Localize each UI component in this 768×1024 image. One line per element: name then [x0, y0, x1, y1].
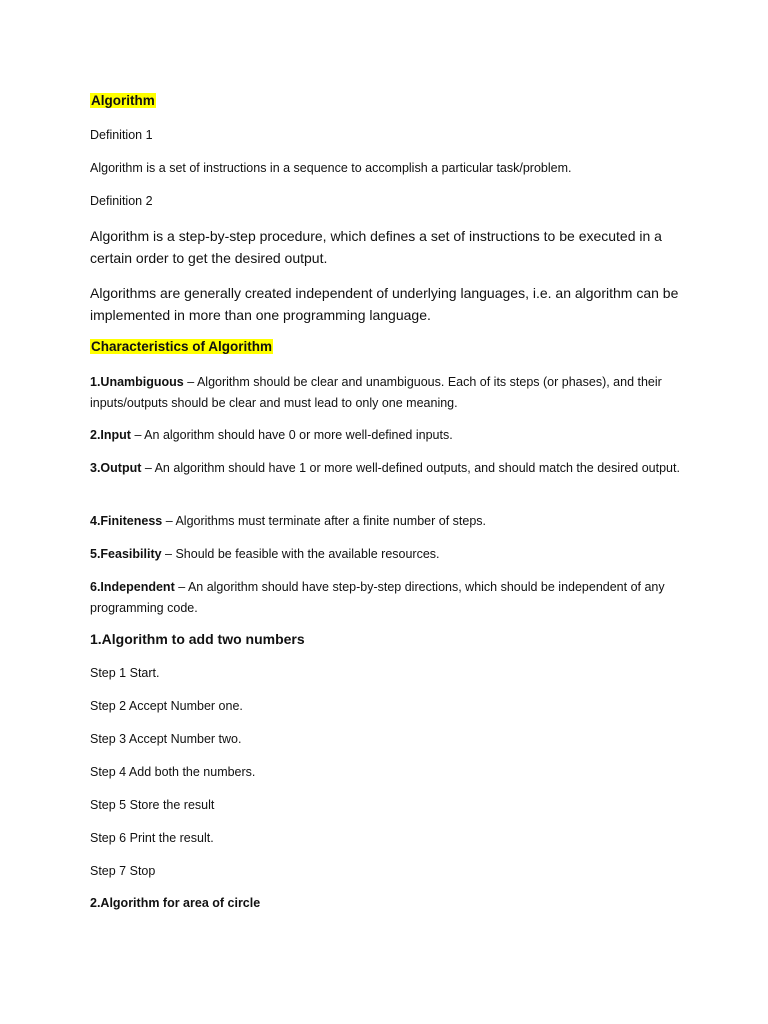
definition-1-label: Definition 1 [90, 128, 153, 142]
characteristic-desc: – Algorithms must terminate after a finite number of steps. [162, 514, 487, 528]
heading-area-of-circle-text: 2.Algorithm for area of circle [90, 896, 261, 910]
characteristic-term: 2.Input [90, 428, 131, 442]
paragraph-independence: Algorithms are generally created independent of underlying languages, i.e. an algorithm can be implemented in more than one programming language. [90, 285, 679, 323]
definition-1-text: Algorithm is a set of instructions in a sequence to accomplish a particular task/problem. [90, 161, 572, 175]
characteristic-item [90, 458, 690, 479]
heading-characteristics [90, 339, 273, 354]
characteristic-desc: – Should be feasible with the available resources. [161, 547, 440, 561]
characteristic-term: 3.Output [90, 461, 142, 475]
heading-algorithm-text: Algorithm [91, 93, 155, 108]
heading-algorithm [90, 93, 156, 108]
characteristic-item [90, 425, 690, 446]
characteristic-item [90, 577, 690, 619]
step-item: Step 6 Print the result. [90, 831, 214, 845]
characteristic-item [90, 544, 690, 565]
characteristic-term: 6.Independent [90, 580, 175, 594]
characteristic-desc: – An algorithm should have step-by-step directions, which should be independent of any programming code. [90, 580, 665, 615]
heading-add-two-numbers: 1.Algorithm to add two numbers [90, 631, 305, 647]
definition-2-label: Definition 2 [90, 194, 153, 208]
step-item: Step 1 Start. [90, 666, 160, 680]
characteristic-term: 5.Feasibility [90, 547, 162, 561]
characteristic-item [90, 511, 690, 532]
step-item: Step 5 Store the result [90, 798, 215, 812]
characteristic-item [90, 372, 690, 414]
characteristic-desc: – Algorithm should be clear and unambiguous. Each of its steps (or phases), and their inputs/outputs should be clear and must lead to only one meaning. [90, 375, 662, 410]
definition-2-text: Algorithm is a step-by-step procedure, which defines a set of instructions to be executed in a certain order to get the desired output. [90, 228, 662, 266]
characteristic-term: 4.Finiteness [90, 514, 163, 528]
step-item: Step 7 Stop [90, 864, 156, 878]
heading-area-of-circle [90, 896, 260, 910]
step-item: Step 2 Accept Number one. [90, 699, 243, 713]
step-item: Step 4 Add both the numbers. [90, 765, 256, 779]
step-item: Step 3 Accept Number two. [90, 732, 242, 746]
characteristic-desc: – An algorithm should have 0 or more well-defined inputs. [130, 428, 453, 442]
characteristic-desc: – An algorithm should have 1 or more well-defined outputs, and should match the desired output. [141, 461, 680, 475]
heading-characteristics-text: Characteristics of Algorithm [91, 339, 273, 354]
characteristic-term: 1.Unambiguous [90, 375, 184, 389]
